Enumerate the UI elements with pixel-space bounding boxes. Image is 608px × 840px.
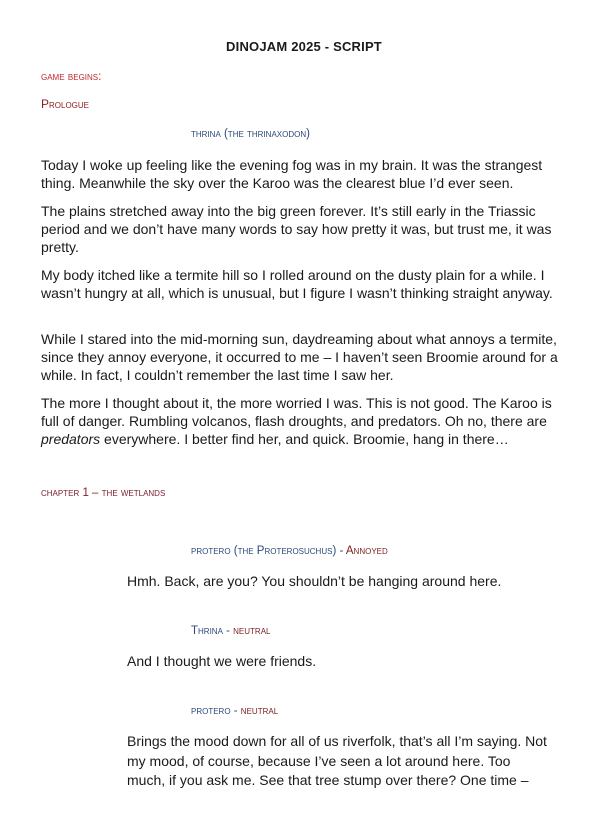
paragraph-text: everywhere. I better find her, and quick. Broomie, hang in there… bbox=[100, 431, 509, 447]
dialogue-line-3: Brings the mood down for all of us riverfolk, that’s all I’m saying. Not my mood, of course, because I’ve seen a lot around here. Too much, if you ask me. See that tree stump over there? One time – bbox=[127, 733, 547, 788]
game-begins-marker: game begins: bbox=[41, 69, 102, 83]
chapter-number: 1 bbox=[82, 487, 89, 499]
dialogue-line-2: And I thought we were friends. bbox=[127, 653, 317, 669]
speaker-mood: Annoyed bbox=[345, 545, 388, 557]
speaker-name: protero bbox=[191, 705, 231, 717]
emphasis-predators: predators bbox=[41, 431, 101, 447]
chapter-dash: – bbox=[92, 487, 99, 499]
chapter-heading bbox=[41, 487, 165, 499]
prologue-paragraph-2: The plains stretched away into the big green forever. It’s still early in the Triassic period and we don’t have many words to say how pretty it was, but trust me, it was pretty. bbox=[41, 203, 552, 255]
prologue-speaker: thrina (the thrinaxodon) bbox=[191, 128, 310, 140]
chapter-label: chapter bbox=[41, 487, 80, 499]
prologue-paragraph-4: While I stared into the mid-morning sun, daydreaming about what annoys a termite, since they annoy everyone, it occurred to me – I haven’t seen Broomie around for a while. In fact, I couldn’t remember the last time I saw her. bbox=[41, 331, 558, 383]
document-title: DINOJAM 2025 - SCRIPT bbox=[226, 39, 382, 54]
prologue-heading: Prologue bbox=[41, 97, 90, 111]
prologue-paragraph-5 bbox=[41, 394, 563, 448]
dialogue-speaker-3: protero - neutral bbox=[191, 705, 279, 717]
speaker-name: Thrina bbox=[191, 625, 223, 637]
dialogue-line-1: Hmh. Back, are you? You shouldn’t be hanging around here. bbox=[127, 573, 502, 589]
speaker-name: protero (the Proterosuchus) bbox=[191, 545, 337, 557]
prologue-paragraph-1: Today I woke up feeling like the evening fog was in my brain. It was the strangest thing. Meanwhile the sky over the Karoo was the clearest blue I’d ever seen. bbox=[41, 157, 543, 191]
dialogue-speaker-2: Thrina - neutral bbox=[191, 625, 271, 637]
speaker-mood: neutral bbox=[233, 625, 271, 637]
prologue-paragraph-3: My body itched like a termite hill so I rolled around on the dusty plain for a while. I wasn’t hungry at all, which is unusual, but I figure I wasn’t thinking straight anyway. bbox=[41, 267, 553, 301]
speaker-mood: neutral bbox=[240, 705, 279, 717]
chapter-name: the wetlands bbox=[101, 487, 166, 499]
paragraph-text: The more I thought about it, the more worried I was. This is not good. The Karoo is full of danger. Rumbling volcanos, flash droughts, and predators. Oh no, there are bbox=[41, 395, 552, 429]
dialogue-speaker-1: protero (the Proterosuchus) - Annoyed bbox=[191, 545, 388, 557]
